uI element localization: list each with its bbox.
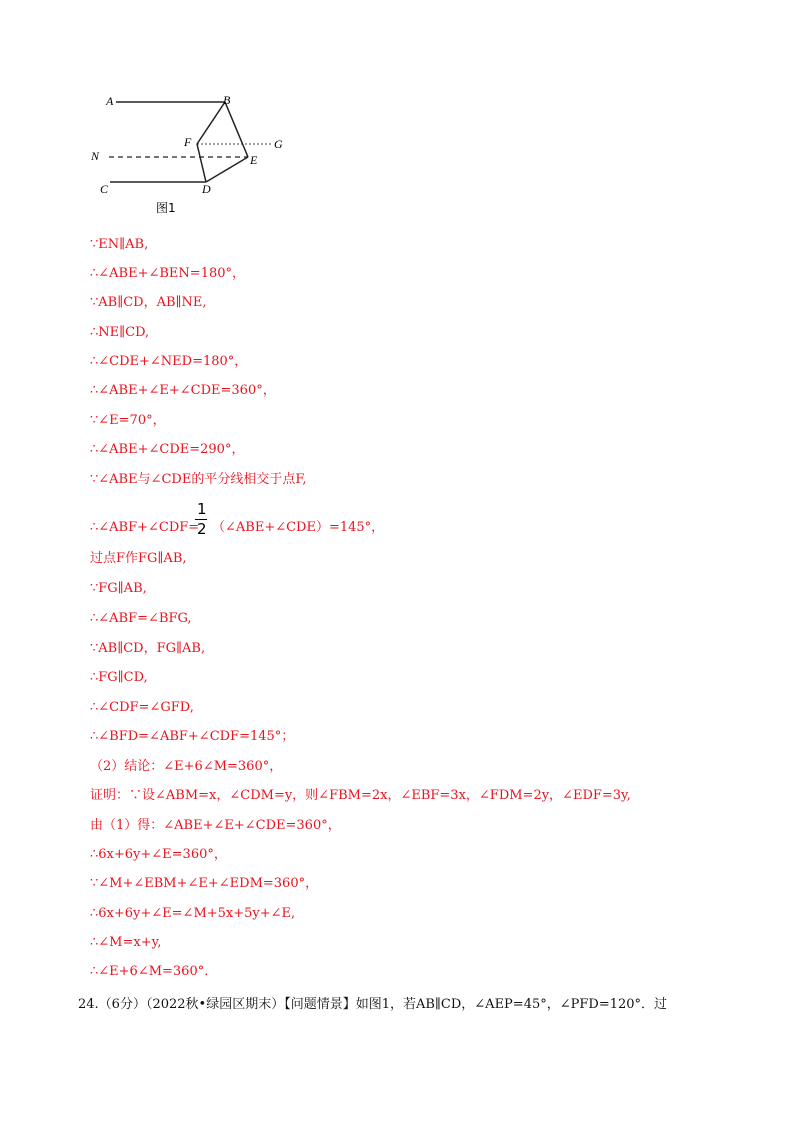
- question-24: 24.（6分）（2022秋•绿园区期末）【问题情景】如图1，若AB∥CD，∠AEP=45°，∠PFD=120°．过: [78, 997, 668, 1012]
- solution-line: ∴∠M=x+y,: [90, 935, 162, 950]
- solution-line: ∴∠ABF=∠BFG,: [90, 611, 192, 626]
- label-c: C: [100, 182, 109, 196]
- solution-line: ∴∠ABE+∠CDE=290°，: [90, 442, 245, 457]
- solution-line: ∴FG∥CD,: [90, 670, 148, 685]
- solution-line: ∵∠M+∠EBM+∠E+∠EDM=360°，: [90, 876, 319, 891]
- solution-line: ∴∠E+6∠M=360°．: [90, 964, 218, 979]
- label-a: A: [106, 94, 114, 108]
- solution-line: 由（1）得：∠ABE+∠E+∠CDE=360°，: [90, 818, 341, 833]
- solution-line: ∴NE∥CD,: [90, 325, 150, 340]
- solution-line: ∴6x+6y+∠E=∠M+5x+5y+∠E,: [90, 906, 296, 921]
- geometry-figure: [80, 88, 300, 216]
- solution-line: ∵AB∥CD，AB∥NE,: [90, 295, 207, 310]
- label-e: E: [250, 153, 258, 167]
- solution-line: ∵∠E=70°，: [90, 413, 166, 428]
- solution-line: 过点F作FG∥AB,: [90, 551, 187, 566]
- fraction-denominator: 2: [197, 520, 207, 538]
- label-f: F: [184, 135, 192, 149]
- solution-line: ∵FG∥AB,: [90, 581, 147, 596]
- figure-caption: 图1: [156, 201, 176, 215]
- label-g: G: [274, 137, 283, 151]
- label-d: D: [202, 182, 211, 196]
- solution-line: ∵AB∥CD，FG∥AB,: [90, 641, 206, 656]
- fraction-numerator: 1: [197, 500, 207, 518]
- solution-line: ∴∠ABE+∠BEN=180°，: [90, 266, 246, 281]
- solution-line: （2）结论：∠E+6∠M=360°，: [90, 759, 283, 774]
- geometry-diagram: [80, 88, 300, 216]
- solution-line: ∴6x+6y+∠E=360°，: [90, 847, 227, 862]
- solution-line: ∴∠ABF+∠CDF=: [90, 520, 200, 535]
- solution-line: ∴∠CDE+∠NED=180°，: [90, 354, 248, 369]
- solution-line: （∠ABE+∠CDE）=145°，: [212, 520, 385, 535]
- solution-line: ∴∠BFD=∠ABF+∠CDF=145°；: [90, 729, 295, 744]
- label-b: B: [223, 93, 231, 107]
- solution-line: 证明：∵设∠ABM=x，∠CDM=y，则∠FBM=2x，∠EBF=3x，∠FDM=2y，∠EDF=3y,: [90, 788, 631, 803]
- label-n: N: [91, 149, 100, 163]
- solution-line: ∵∠ABE与∠CDE的平分线相交于点F,: [90, 472, 307, 487]
- solution-line: ∴∠ABE+∠E+∠CDE=360°，: [90, 383, 276, 398]
- solution-line: ∴∠CDF=∠GFD,: [90, 700, 194, 715]
- solution-line: ∵EN∥AB,: [90, 237, 149, 252]
